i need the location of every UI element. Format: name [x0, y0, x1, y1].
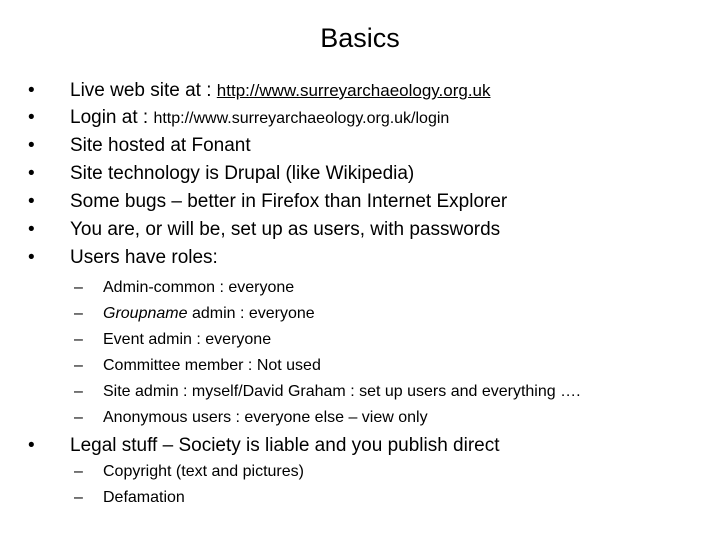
bullet-text: Site technology is Drupal (like Wikipedia)	[70, 163, 415, 184]
bullet-marker: •	[28, 219, 35, 240]
bullet-marker: •	[28, 107, 35, 128]
dash-marker: –	[74, 383, 83, 400]
role-text: Admin-common : everyone	[103, 279, 295, 296]
legal-item-text: Copyright (text and pictures)	[103, 463, 304, 480]
bullet-marker: •	[28, 435, 35, 456]
dash-marker: –	[74, 357, 83, 374]
dash-marker: –	[74, 463, 83, 480]
bullet-marker: •	[28, 191, 35, 212]
dash-marker: –	[74, 409, 83, 426]
bullet-text: Login at :	[70, 107, 154, 128]
role-text: Anonymous users : everyone else – view only	[103, 409, 428, 426]
live-site-link[interactable]: http://www.surreyarchaeology.org.uk	[216, 81, 491, 100]
bullet-marker: •	[28, 247, 35, 268]
legal-item-text: Defamation	[103, 489, 185, 506]
login-url: http://www.surreyarchaeology.org.uk/login	[153, 110, 450, 127]
bullet-marker: •	[28, 135, 35, 156]
slide-title: Basics	[320, 23, 400, 53]
role-italic-text: Groupname	[103, 305, 188, 322]
dash-marker: –	[74, 331, 83, 348]
bullet-marker: •	[28, 80, 35, 101]
dash-marker: –	[74, 279, 83, 296]
bullet-text: Legal stuff – Society is liable and you publish direct	[70, 435, 500, 456]
bullet-text: Users have roles:	[70, 247, 218, 268]
bullet-text: Some bugs – better in Firefox than Internet Explorer	[70, 191, 508, 212]
dash-marker: –	[74, 489, 83, 506]
bullet-text: Site hosted at Fonant	[70, 135, 251, 156]
bullet-text: You are, or will be, set up as users, with passwords	[70, 219, 501, 240]
bullet-marker: •	[28, 163, 35, 184]
bullet-text: Live web site at :	[70, 80, 217, 101]
role-text: Site admin : myself/David Graham : set up users and everything ….	[103, 383, 581, 400]
dash-marker: –	[74, 305, 83, 322]
role-text: Event admin : everyone	[103, 331, 272, 348]
role-text: Committee member : Not used	[103, 357, 321, 374]
role-text: admin : everyone	[187, 305, 315, 322]
